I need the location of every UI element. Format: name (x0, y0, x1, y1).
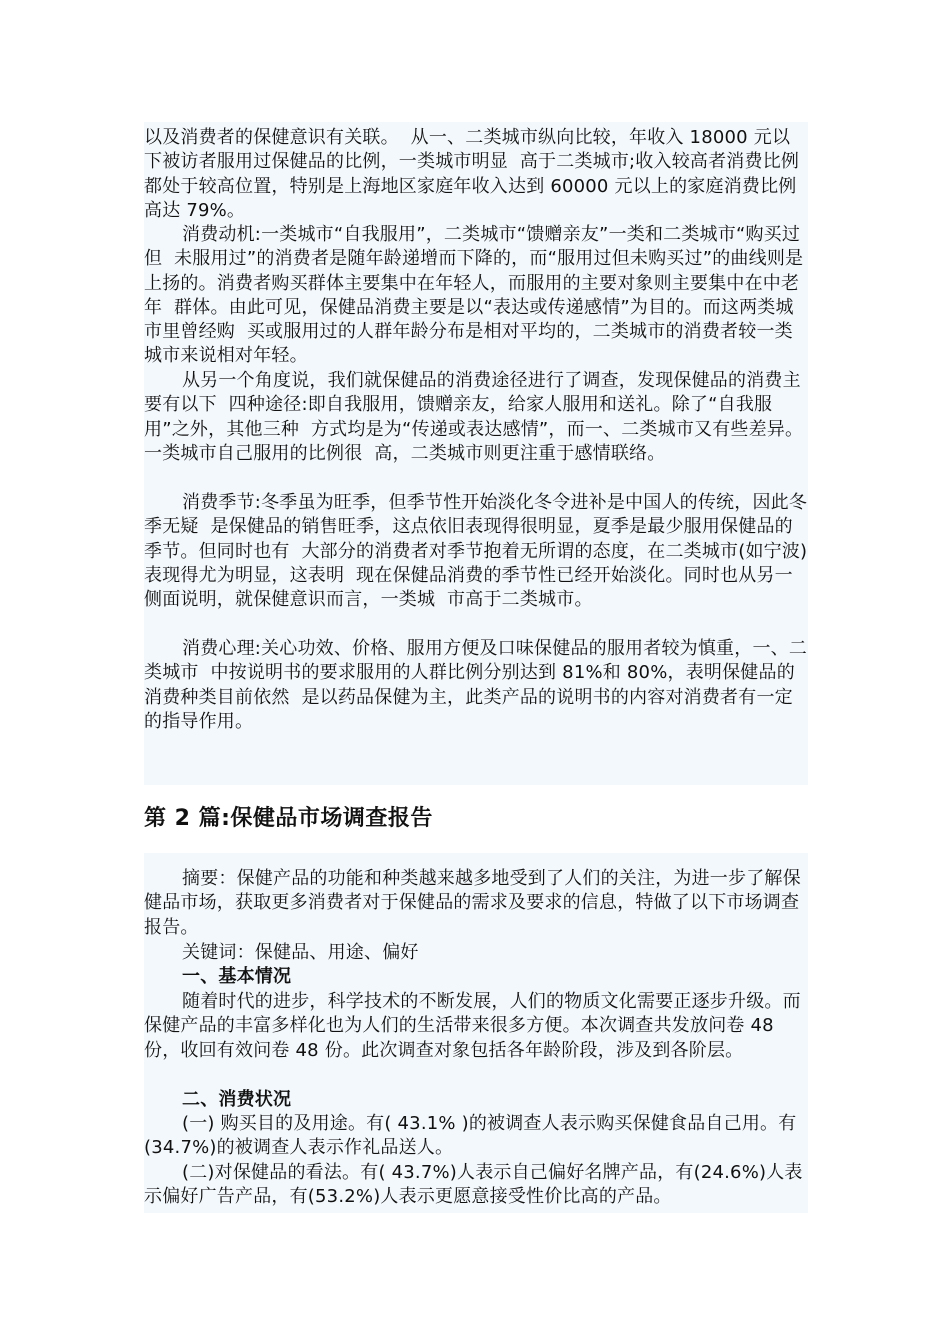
paragraph-basic-info: 随着时代的进步，科学技术的不断发展，人们的物质文化需要正逐步升级。而保健产品的丰富多样化也为人们的生活带来很多方便。本次调查共发放问卷 48 份，收回有效问卷 48 份。此次调查对象包括各年龄阶段，涉及到各阶层。 (144, 991, 801, 1061)
keywords-line: 关键词：保健品、用途、偏好 (182, 942, 419, 963)
subheading-consumption-status: 二、消费状况 (182, 1089, 292, 1110)
section-heading: 第 2 篇:保健品市场调查报告 (144, 806, 433, 831)
paragraph-product-views: (二)对保健品的看法。有( 43.7%)人表示自己偏好名牌产品，有(24.6%)人表示偏好广告产品，有(53.2%)人表示更愿意接受性价比高的产品。 (144, 1162, 803, 1208)
paragraph-consumption-channels: 从另一个角度说，我们就保健品的消费途径进行了调查，发现保健品的消费主要有以下 四种途径:即自我服用，馈赠亲友，给家人服用和送礼。除了“自我服用”之外，其他三种 方式均是为“传递或表达感情”，而一、二类城市又有些差异。一类城市自己服用的比例很 高，二类城市则更注重于感情联络。 (144, 370, 804, 464)
paragraph-consumption-season: 消费季节:冬季虽为旺季，但季节性开始淡化冬令进补是中国人的传统，因此冬季无疑 是保健品的销售旺季，这点依旧表现得很明显，夏季是最少服用保健品的季节。但同时也有 大部分的消费者对季节抱着无所谓的态度，在二类城市(如宁波)表现得尤为明显，这表明 现在保健品消费的季节性已经开始淡化。同时也从另一侧面说明，就保健意识而言，一类城 市高于二类城市。 (144, 492, 808, 611)
abstract-paragraph: 摘要：保健产品的功能和种类越来越多地受到了人们的关注，为进一步了解保健品市场，获取更多消费者对于保健品的需求及要求的信息，特做了以下市场调查报告。 (144, 868, 801, 938)
text-block-section-1 (144, 122, 808, 785)
paragraph-purchase-purpose: (一) 购买目的及用途。有( 43.1% )的被调查人表示购买保健食品自己用。有(34.7%)的被调查人表示作礼品送人。 (144, 1113, 797, 1159)
subheading-basic-info: 一、基本情况 (182, 966, 292, 987)
paragraph-income-comparison: 以及消费者的保健意识有关联。 从一、二类城市纵向比较，年收入 18000 元以下被访者服用过保健品的比例，一类城市明显 高于二类城市;收入较高者消费比例都处于较高位置，特别是上海地区家庭年收入达到 60000 元以上的家庭消费比例高达 79%。 (144, 127, 800, 221)
paragraph-consumption-psychology: 消费心理:关心功效、价格、服用方便及口味保健品的服用者较为慎重，一、二类城市 中按说明书的要求服用的人群比例分别达到 81%和 80%，表明保健品的消费种类目前依然 是以药品保健为主，此类产品的说明书的内容对消费者有一定的指导作用。 (144, 638, 808, 732)
paragraph-consumption-motive: 消费动机:一类城市“自我服用”，二类城市“馈赠亲友”一类和二类城市“购买过但 未服用过”的消费者是随年龄递增而下降的，而“服用过但未购买过”的曲线则是上扬的。消费者购买群体主要集中在年轻人，而服用的主要对象则主要集中在中老年 群体。由此可见，保健品消费主要是以“表达或传递感情”为目的。而这两类城市里曾经购 买或服用过的人群年龄分布是相对平均的，二类城市的消费者较一类城市来说相对年轻。 (144, 224, 804, 367)
text-block-section-2 (144, 853, 808, 1213)
